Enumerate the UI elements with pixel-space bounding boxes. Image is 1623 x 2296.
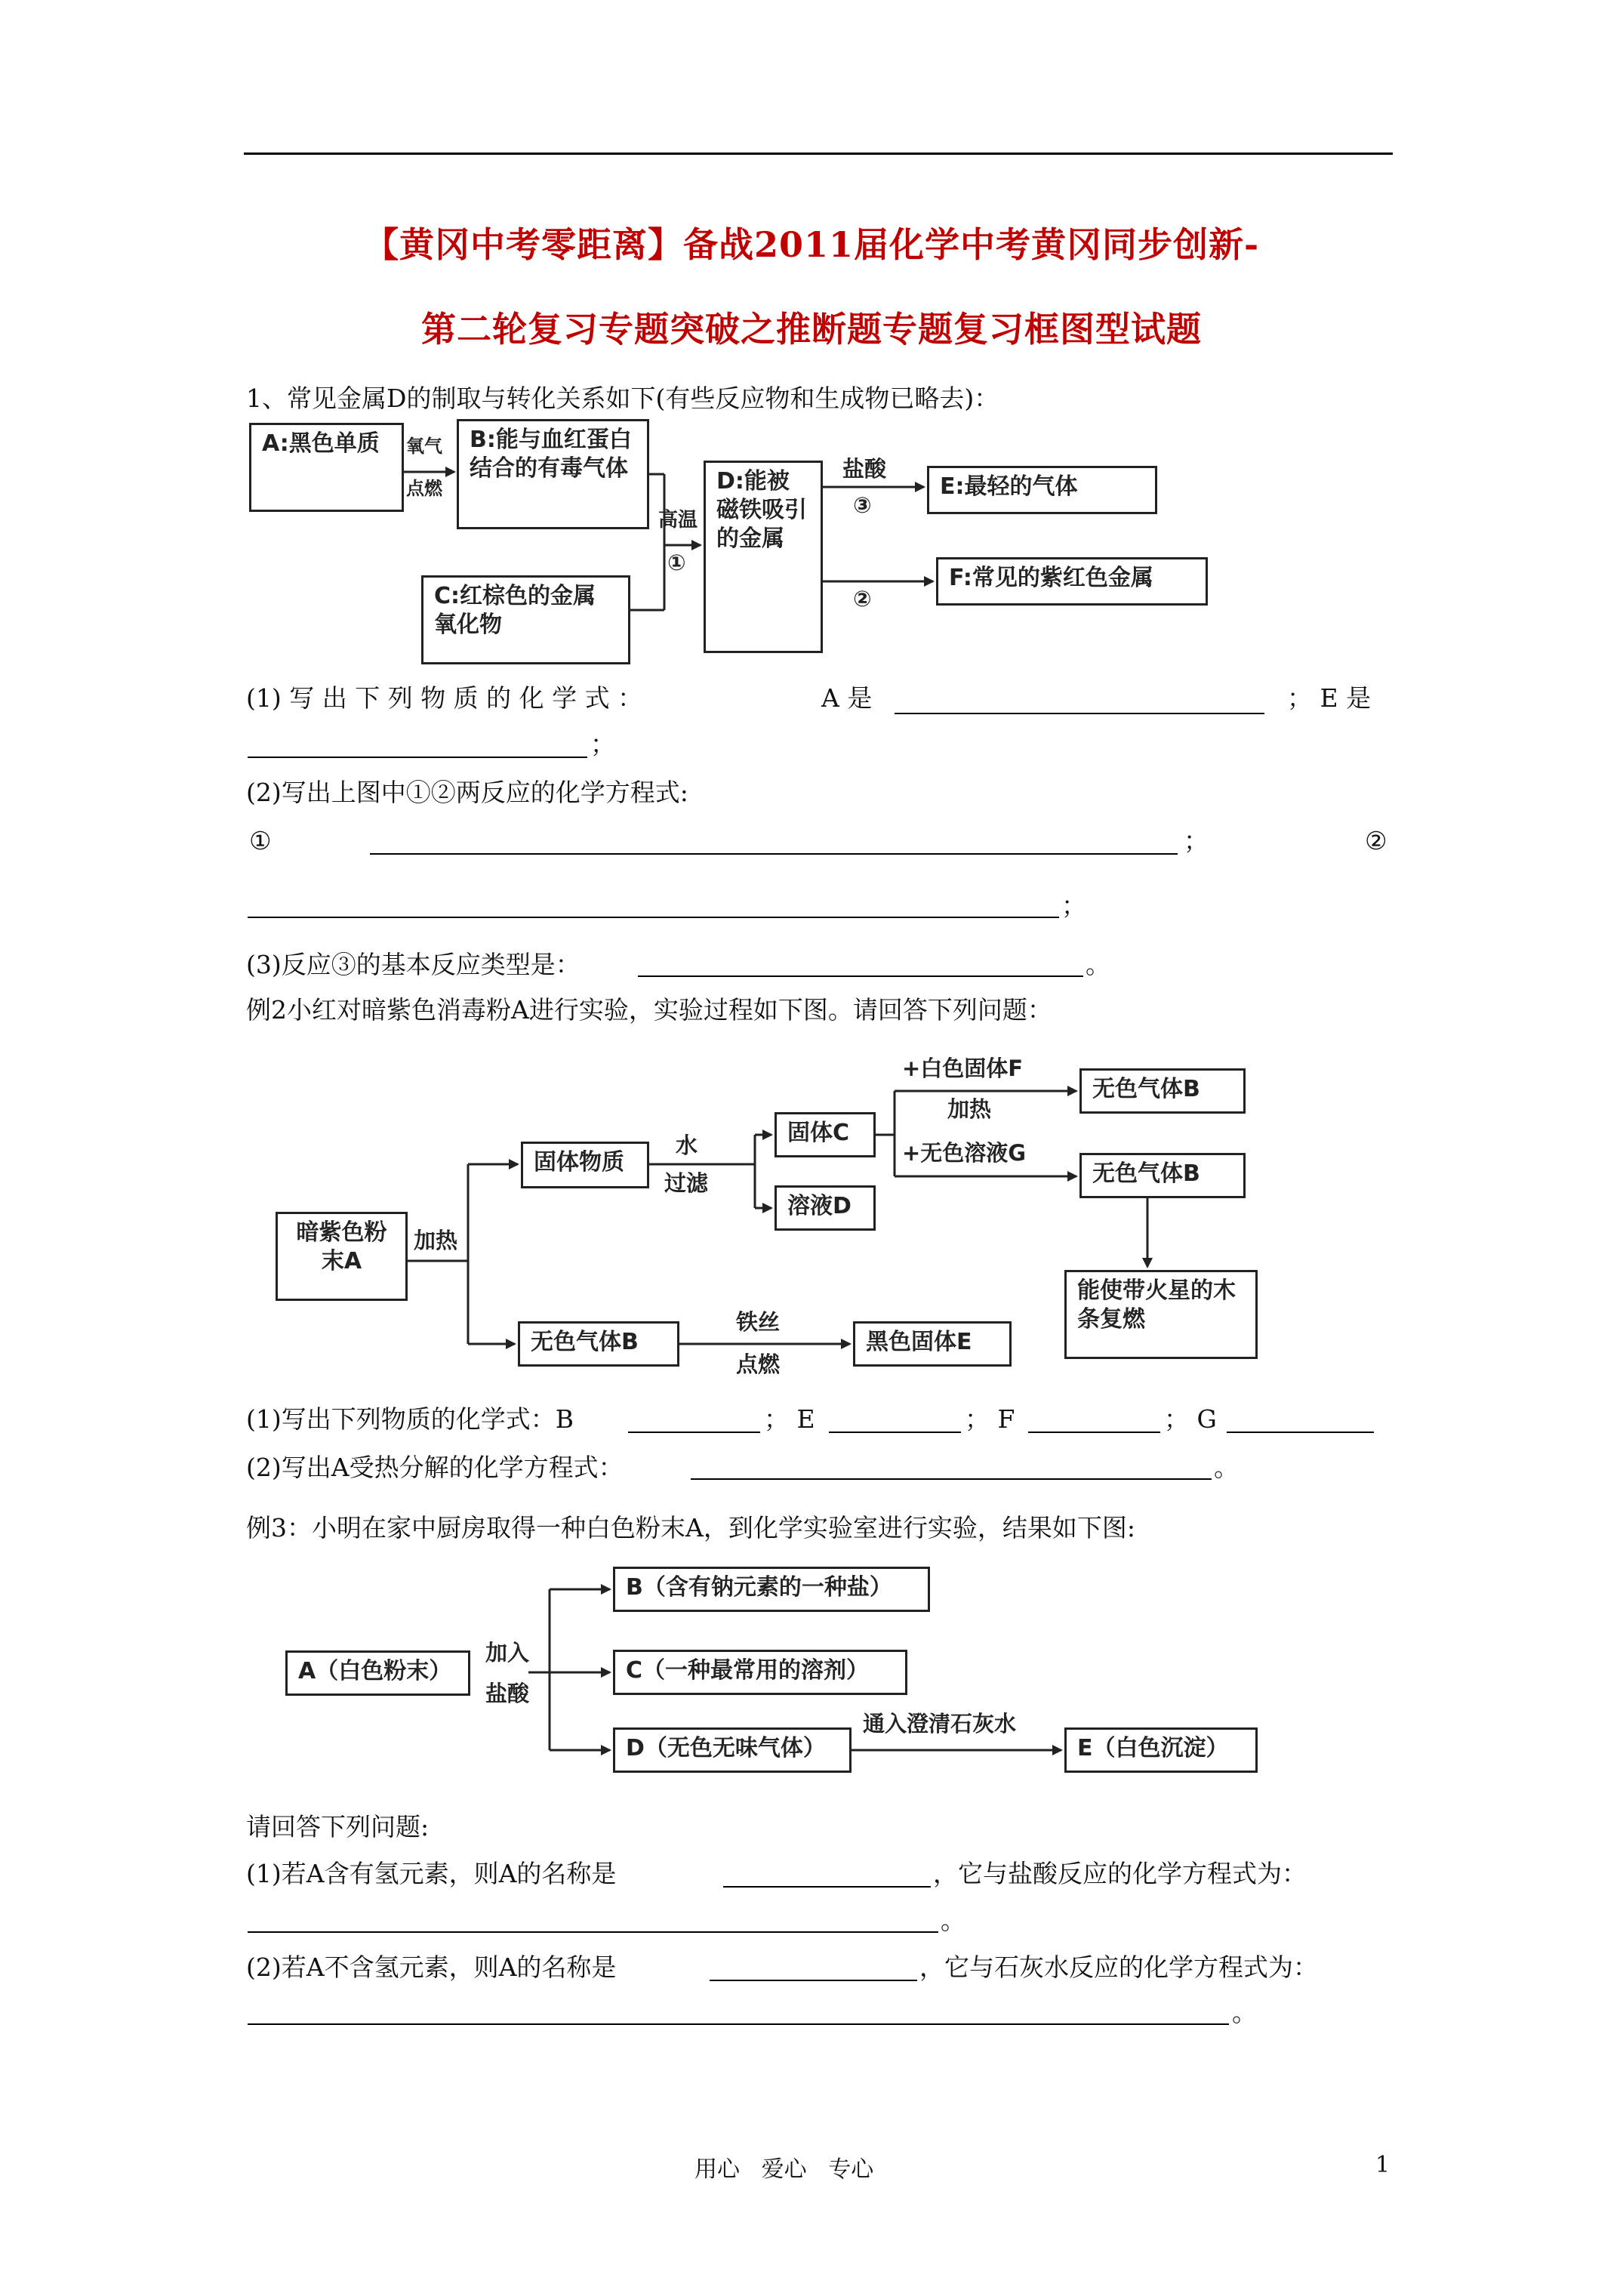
q2-sub2-end: 。 bbox=[1214, 1453, 1239, 1482]
q1-label-ignite: 点燃 bbox=[406, 478, 442, 499]
footer-motto: 用心 爱心 专心 bbox=[694, 2156, 874, 2183]
q1-sub1: (1) 写 出 下 列 物 质 的 化 学 式 ： bbox=[246, 683, 643, 713]
page-title-line2: 第二轮复习专题突破之推断题专题复习框图型试题 bbox=[421, 309, 1202, 350]
q2-sub1: (1)写出下列物质的化学式：B bbox=[246, 1404, 574, 1434]
q2-label-ignite: 点燃 bbox=[736, 1351, 781, 1377]
q3-box-d: D（无色无味气体） bbox=[613, 1727, 852, 1773]
q1-sub3: (3)反应③的基本反应类型是： bbox=[246, 950, 581, 979]
q3-label-lime: 通入澄清石灰水 bbox=[863, 1711, 1017, 1737]
q2-box-fire: 能使带火星的木条复燃 bbox=[1064, 1270, 1258, 1359]
q3-box-b: B（含有钠元素的一种盐） bbox=[613, 1567, 930, 1612]
q1-label-num1: ① bbox=[667, 550, 686, 575]
q2-box-d: 溶液D bbox=[775, 1185, 876, 1231]
q2-intro: 例2小红对暗紫色消毒粉A进行实验，实验过程如下图。请回答下列问题： bbox=[246, 995, 1052, 1025]
q1-box-e: E:最轻的气体 bbox=[927, 466, 1157, 514]
q2-box-c: 固体C bbox=[775, 1112, 876, 1157]
q2-label-heat: 加热 bbox=[414, 1228, 458, 1253]
q3-intro: 例3：小明在家中厨房取得一种白色粉末A，到化学实验室进行实验，结果如下图: bbox=[246, 1513, 1135, 1542]
q2-box-b3: 无色气体B bbox=[518, 1321, 679, 1367]
q2-box-e: 黑色固体E bbox=[853, 1321, 1012, 1367]
q3-box-e: E（白色沉淀） bbox=[1064, 1727, 1258, 1773]
q2-box-solid: 固体物质 bbox=[521, 1142, 649, 1188]
q3-blank-eq1[interactable] bbox=[248, 1931, 938, 1933]
q1-sub2: (2)写出上图中①②两反应的化学方程式: bbox=[246, 778, 688, 807]
q1-sub1-e: ； E 是 bbox=[1287, 683, 1372, 713]
q1-sub3-end: 。 bbox=[1086, 950, 1110, 979]
q2-sub1-f: ； F bbox=[965, 1404, 1015, 1434]
q3-sub1-mid: ，它与盐酸反应的化学方程式为： bbox=[933, 1859, 1307, 1888]
q2-label-filter: 过滤 bbox=[664, 1170, 709, 1196]
page-title-line1: 【黄冈中考零距离】备战2011届化学中考黄冈同步创新- bbox=[363, 224, 1260, 265]
q3-sub2-end: 。 bbox=[1232, 1998, 1257, 2027]
q1-sub1-end: ； bbox=[590, 729, 615, 759]
q3-label-add: 加入 bbox=[485, 1640, 530, 1666]
q2-sub2: (2)写出A受热分解的化学方程式： bbox=[246, 1453, 624, 1482]
q2-box-b2: 无色气体B bbox=[1079, 1153, 1246, 1198]
q2-label-water: 水 bbox=[676, 1133, 698, 1158]
q3-box-c: C（一种最常用的溶剂） bbox=[613, 1650, 907, 1695]
q1-box-d: D:能被磁铁吸引的金属 bbox=[704, 461, 823, 653]
q2-sub1-e: ； E bbox=[764, 1404, 815, 1434]
q2-box-b1: 无色气体B bbox=[1079, 1068, 1246, 1114]
q3-ask: 请回答下列问题: bbox=[246, 1812, 430, 1841]
q2-sub1-g: ； G bbox=[1164, 1404, 1217, 1434]
q3-label-acid: 盐酸 bbox=[485, 1681, 530, 1706]
q1-sub2-semi: ； bbox=[1184, 826, 1209, 855]
q3-sub1-end: 。 bbox=[941, 1906, 965, 1935]
q1-label-hcl: 盐酸 bbox=[842, 456, 887, 482]
q1-sub2-num1: ① bbox=[249, 826, 272, 855]
q1-label-num2: ② bbox=[853, 586, 872, 612]
q2-box-a: 暗紫色粉末A bbox=[276, 1212, 408, 1301]
page-number: 1 bbox=[1375, 2152, 1390, 2178]
q1-box-c: C:红棕色的金属氧化物 bbox=[421, 575, 630, 664]
q2-label-wire: 铁丝 bbox=[736, 1309, 781, 1335]
q2-label-heat2: 加热 bbox=[947, 1096, 992, 1122]
q1-label-oxygen: 氧气 bbox=[406, 436, 442, 457]
q3-blank-name2[interactable] bbox=[710, 1980, 917, 1981]
q1-sub2-num2: ② bbox=[1365, 826, 1387, 855]
q1-sub1-a: A 是 bbox=[821, 683, 873, 713]
q3-sub2-mid: ，它与石灰水反应的化学方程式为： bbox=[919, 1952, 1318, 1982]
q1-box-b: B:能与血红蛋白结合的有毒气体 bbox=[457, 419, 649, 529]
q3-sub2: (2)若A不含氢元素，则A的名称是 bbox=[246, 1952, 617, 1982]
q2-label-f: +白色固体F bbox=[902, 1056, 1024, 1081]
q1-box-f: F:常见的紫红色金属 bbox=[936, 557, 1208, 606]
q3-box-a: A（白色粉末） bbox=[285, 1650, 470, 1696]
q1-label-high-temp: 高温 bbox=[658, 509, 698, 532]
q3-sub1: (1)若A含有氢元素，则A的名称是 bbox=[246, 1859, 617, 1888]
q3-blank-name1[interactable] bbox=[723, 1886, 931, 1888]
q2-label-g: +无色溶液G bbox=[902, 1140, 1027, 1166]
q1-label-num3: ③ bbox=[853, 492, 872, 518]
q1-intro: 1、常见金属D的制取与转化关系如下(有些反应物和生成物已略去)： bbox=[246, 384, 999, 413]
q1-box-a: A:黑色单质 bbox=[249, 423, 404, 512]
q3-blank-eq2[interactable] bbox=[248, 2023, 1229, 2025]
q1-sub2-semi2: ； bbox=[1061, 891, 1086, 920]
